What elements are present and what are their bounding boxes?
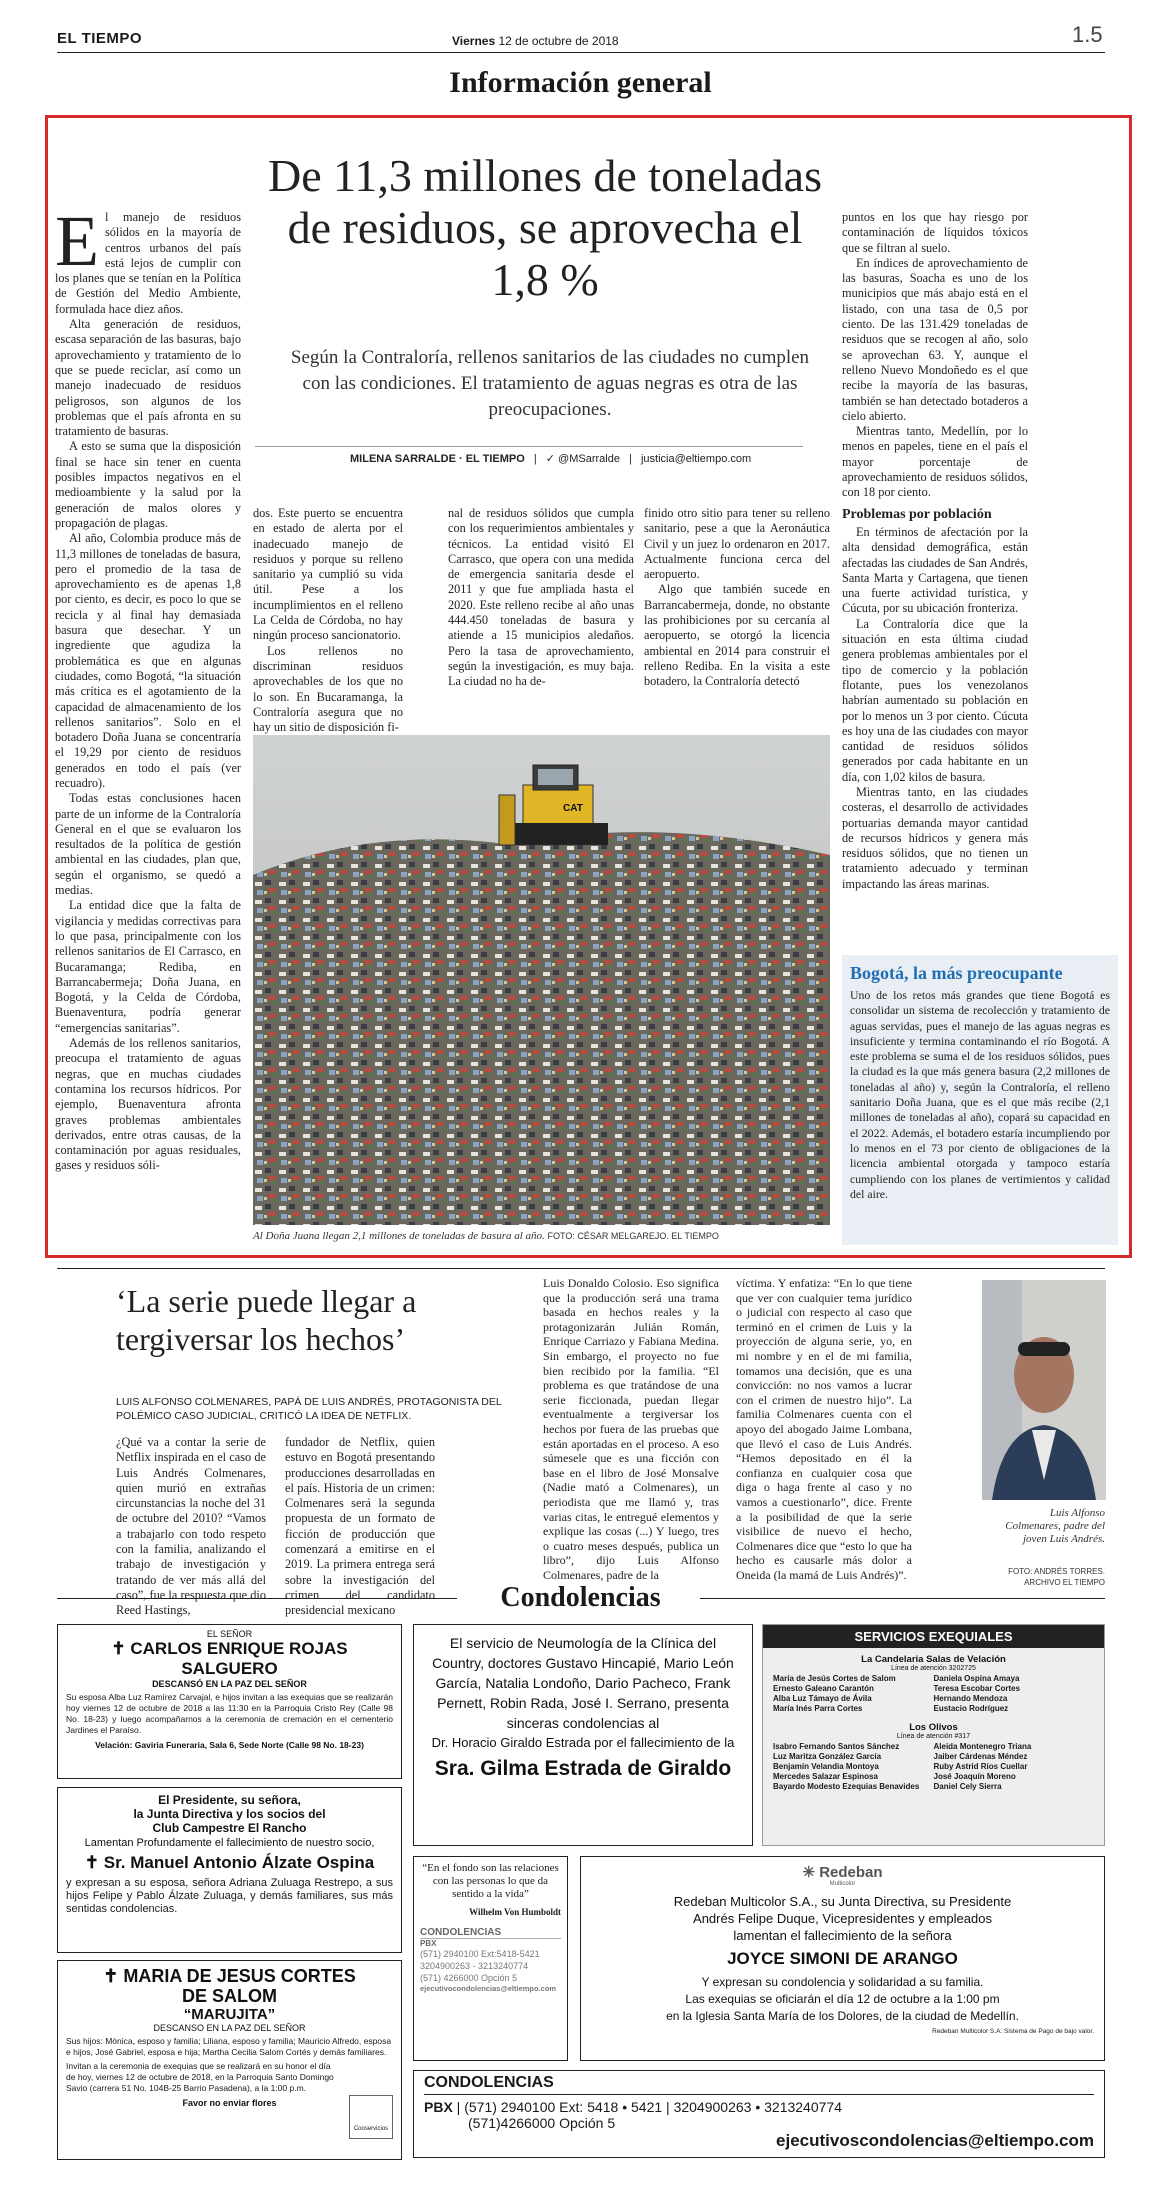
cond-bottom-contact bbox=[413, 2070, 1105, 2158]
drop-cap: E bbox=[55, 201, 99, 281]
servicios-col2b bbox=[934, 1742, 1095, 1792]
cond-ad-rojas bbox=[57, 1624, 402, 1779]
ad3-alias: “MARUJITA” bbox=[183, 2006, 276, 2023]
ad1-name-line bbox=[66, 1639, 393, 1679]
ad1-top: EL SEÑOR bbox=[206, 1629, 253, 1639]
servicios-exequiales bbox=[762, 1624, 1105, 1846]
redeban-name: JOYCE SIMONI DE ARANGO bbox=[727, 1949, 958, 1968]
paragraph: Mientras tanto, Medellín, por lo menos en papeles, tiene en el país el mayor porcentaje de aprovechamiento de residuos sólidos, con 18 por ciento. bbox=[842, 424, 1028, 500]
list-item: Eustacio Rodríguez bbox=[933, 1704, 1009, 1713]
ad3-rip: DESCANSO EN LA PAZ DEL SEÑOR bbox=[153, 2023, 306, 2033]
quote-box-title: CONDOLENCIAS bbox=[420, 1927, 561, 1939]
servicios-sec1: La Candelaria Salas de Velación bbox=[861, 1654, 1006, 1665]
quote-email[interactable]: ejecutivocondolencias@eltiempo.com bbox=[420, 1984, 557, 1993]
servicios-col1a bbox=[773, 1674, 934, 1714]
servicios-sec2-sub: Línea de atención #317 bbox=[896, 1733, 971, 1740]
main-subhead: Según la Contraloría, rellenos sanitarios de las ciudades no cumplen con las condiciones. El tratamiento de aguas negras es otra de las preocupaciones. bbox=[290, 347, 810, 420]
list-item: José Joaquín Moreno bbox=[933, 1772, 1016, 1781]
ad1-rip: DESCANSÓ EN LA PAZ DEL SEÑOR bbox=[152, 1679, 307, 1689]
redeban-logo-sub: Multicolor bbox=[829, 1881, 856, 1887]
bottom-email[interactable]: ejecutivoscondolencias@eltiempo.com bbox=[776, 2131, 1094, 2150]
cond-ad-redeban bbox=[580, 1856, 1105, 2061]
servicios-col2a bbox=[773, 1742, 934, 1792]
quote-author: Wilhelm Von Humboldt bbox=[469, 1907, 561, 1917]
portrait-illustration bbox=[982, 1280, 1106, 1500]
list-item: Daniel Cely Sierra bbox=[933, 1782, 1002, 1791]
paragraph: puntos en los que hay riesgo por contaminación de líquidos tóxicos que se filtran al suelo. bbox=[842, 210, 1028, 255]
paragraph: l manejo de residuos sólidos en la mayoría de centros urbanos del país está lejos de cumplir con los planes que se tenían en la Política de Gestión del Medio Ambiente, formulada hace diez años. bbox=[55, 210, 241, 316]
redeban-line6: en la Iglesia Santa María de los Dolores, de la ciudad de Medellín. bbox=[666, 2009, 1019, 2023]
date-day: Viernes bbox=[452, 34, 496, 48]
quote-pbx: PBX bbox=[420, 1939, 437, 1948]
byline-twitter[interactable]: @MSarralde bbox=[558, 453, 620, 465]
portrait-credit: FOTO: ANDRÉS TORRES. ARCHIVO EL TIEMPO bbox=[1008, 1567, 1105, 1587]
list-item: María de Jesús Cortes de Salom bbox=[773, 1674, 896, 1683]
ad2-line2: la Junta Directiva y los socios del bbox=[133, 1807, 326, 1821]
paragraph: Algo que también sucede en Barrancabermeja, donde, no obstante las prohibiciones por su cercanía al aeropuerto, se otorgó la licencia ambiental en 2014 para construir el relleno Rediba. En la visita a este botadero, la Contraloría detectó bbox=[644, 582, 830, 689]
servicios-list1 bbox=[763, 1672, 1104, 1716]
paragraph: fundador de Netflix, quien estuvo en Bogotá presentando producciones desarrolladas en el país. Historia de un crimen: Colmenares será la segunda propuesta de un formato de ficción de producción que comenzará a emitirse en el 2019. La primera entrega será sobre la investigación del crimen del candidato presidencial mexicano bbox=[285, 1435, 435, 1618]
redeban-footer: Redeban Multicolor S.A. Sistema de Pago de bajo valor. bbox=[932, 2028, 1094, 2035]
cooservicios-logo: Cooservicios bbox=[349, 2095, 393, 2139]
list-item: María Inés Parra Cortes bbox=[773, 1704, 863, 1713]
bottom-title: CONDOLENCIAS bbox=[424, 2074, 1094, 2095]
paragraph: La entidad dice que la falta de vigilancia y medidas correctivas para lo que pasa, principalmente con los rellenos sanitarios de El Carrasco, en Bucaramanga; Rediba, en Barrancabermeja; Doña Juana, en Bogotá, y la Celda de Córdoba, Buenaventura, podría generar “emergencias sanitarias”. bbox=[55, 898, 241, 1035]
quote-phone1[interactable]: (571) 2940100 Ext:5418-5421 bbox=[420, 1949, 540, 1959]
paragraph: finido otro sitio para tener su relleno sanitario, pese a que la Aeronáutica Civil y un juez lo ordenaron en 2017. Actualmente funciona cerca del aeropuerto. bbox=[644, 506, 830, 582]
ad3-name1: MARIA DE JESUS CORTES bbox=[123, 1966, 356, 1986]
main-col-2 bbox=[253, 506, 403, 735]
byline: MILENA SARRALDE · EL TIEMPO | ✓ @MSarralde | justicia@eltiempo.com bbox=[350, 453, 752, 465]
bottom-phones-line: PBX | (571) 2940100 Ext: 5418 • 5421 | 3204900263 • 3213240774 bbox=[424, 2099, 842, 2115]
ad2-text: y expresan a su esposa, señora Adriana Zuluaga Restrepo, a sus hijos Felipe y Pablo Álzate Zuluaga, y demás familiares, sus más sentidas condolencias. bbox=[66, 1877, 393, 1915]
landfill-illustration bbox=[253, 735, 830, 1225]
main-col-5 bbox=[842, 210, 1028, 892]
second-headline: ‘La serie puede llegar a tergiversar los hechos’ bbox=[116, 1283, 417, 1357]
quote-text: “En el fondo son las relaciones con las personas lo que da sentido a la vida” bbox=[422, 1862, 559, 1900]
paragraph: Luis Donaldo Colosio. Eso significa que la producción será una trama basada en hechos reales y la protagonizarán Julián Román, Enrique Carriazo y Fabiana Medina. Sin embargo, el proyecto no fue bien recibido por la familia. “El problema es que tratándose de una serie ficcionada, puedan llegar eventualmente a tergiversar los hechos por fuera de las pruebas que están aportadas en el proceso. A eso súmesele que es una ficción con base en el libro de José Monsalve (Nadie mató a Colmenares), un periodista que me llamó y, tras varias citas, le entregué elementos y explique las cosas (...) Y luego, tres o cuatro meses después, publica un libro”, dijo Luis Alfonso Colmenares, padre de la bbox=[543, 1276, 719, 1582]
redeban-logo-icon: ✳ bbox=[802, 1864, 816, 1881]
cond-quote-box bbox=[413, 1856, 568, 2061]
page-number: 1.5 bbox=[1072, 22, 1103, 47]
ad4-text: El servicio de Neumología de la Clínica del Country, doctores Gustavo Hincapié, Mario León García, Natalia Londoño, Dario Pacheco, Frank Pernett, Robin Rada, José I. Serrano, presenta sinceras condolencias al bbox=[432, 1635, 734, 1731]
paragraph: Mientras tanto, en las ciudades costeras, el desarrollo de actividades portuarias demanda mayor cantidad de recursos hídricos y genera más residuos sólidos, que no tienen un tratamiento adecuado y terminan impactando las áreas marinas. bbox=[842, 784, 1028, 891]
section-title: Información general bbox=[449, 66, 712, 99]
second-article-rule bbox=[57, 1268, 1105, 1269]
portrait-photo bbox=[982, 1280, 1106, 1500]
ad4-line2: Dr. Horacio Giraldo Estrada por el fallecimiento de la bbox=[431, 1735, 735, 1750]
ad3-name-line bbox=[66, 1966, 393, 1986]
ad2-line1: El Presidente, su señora, bbox=[158, 1793, 301, 1807]
paragraph: La Contraloría dice que la situación en esta última ciudad genera problemas ambientales por el tipo de comercio y la población flotante, pues los venezolanos habrían aumentado su población en por lo menos un 3 por ciento. Cúcuta es hoy una de las ciudades con mayor cantidad de residuos sólidos generados por cada habitante en un día, con 1,02 kilos de basura. bbox=[842, 616, 1028, 784]
paragraph: En términos de afectación por la alta densidad demográfica, están afectadas las ciudades de San Andrés, Santa Marta y Cartagena, que tienen una fuerte actividad turística, y Cúcuta, por su ubicación fronteriza. bbox=[842, 524, 1028, 616]
sidebar-title: Bogotá, la más preocupante bbox=[850, 963, 1063, 983]
servicios-col1b bbox=[934, 1674, 1095, 1714]
sidebar-text: Uno de los retos más grandes que tiene Bogotá es consolidar un sistema de recolección y tratamiento de aguas servidas, pues el manejo de las aguas negras es insuficiente y termina contaminando el río Bogotá. A este problema se suma el de los residuos sólidos, pues la ciudad es la que más genera basura (2,2 millones de toneladas al año) y, según la Contraloría, el relleno sanitario Doña Juana, que es el que más recibe (2,1 millones de toneladas al año), copará su capacidad en el 2022. Además, el botadero estaría incumpliendo por lo menos en el 73 por ciento de obligaciones de la licencia ambiental otorgada y tampoco estaría cumpliendo con los planes de vertimientos y calidad del aire. bbox=[850, 988, 1110, 1201]
list-item: Ruby Astrid Ríos Cuellar bbox=[933, 1762, 1028, 1771]
cross-icon: ✝ bbox=[84, 1853, 100, 1872]
cross-icon: ✝ bbox=[103, 1966, 119, 1986]
paragraph: Además de los rellenos sanitarios, preocupa el tratamiento de aguas negras, que en muchas ciudades contamina los recursos hídricos. Por ejemplo, Buenaventura afronta graves problemas ambientales derivados, entre otras causas, de la contaminación por aguas residuales, gases y residuos sóli- bbox=[55, 1036, 241, 1173]
ad2-line4: Lamentan Profundamente el fallecimiento de nuestro socio, bbox=[84, 1837, 375, 1849]
ad1-name: CARLOS ENRIQUE ROJAS SALGUERO bbox=[130, 1639, 348, 1678]
twitter-icon: ✓ bbox=[545, 453, 555, 465]
paragraph: dos. Este puerto se encuentra en estado de alerta por el inadecuado manejo de residuos y porque su relleno sanitario ya cumplió su vida útil. Pese a los incumplimientos en el relleno La Celda de Córdoba, no hay ningún proceso sancionatorio. bbox=[253, 506, 403, 643]
ad1-text: Su esposa Alba Luz Ramírez Carvajal, e hijos invitan a las exequias que se realizarán hoy viernes 12 de octubre de 2018 a las 11:30 en la Parroquia Cristo Rey (Calle 98 No. 18-23) y luego acompañarnos a la ceremonia de cremación en el cementerio Jardines el Paraíso. bbox=[66, 1692, 393, 1735]
paragraph: A esto se suma que la disposición final se hace sin tener en cuenta posibles impactos negativos en el medioambiente y la salud por la generación de malos olores y propagación de plagas. bbox=[55, 439, 241, 530]
main-col-4 bbox=[644, 506, 830, 690]
svg-text:CAT: CAT bbox=[563, 803, 583, 814]
ad4-name: Sra. Gilma Estrada de Giraldo bbox=[434, 1757, 732, 1780]
main-headline: De 11,3 millones de toneladas de residuos, se aprovecha el 1,8 % bbox=[268, 150, 822, 305]
list-item: Ernesto Galeano Carantón bbox=[773, 1684, 874, 1693]
list-item: Teresa Escobar Cortes bbox=[933, 1684, 1021, 1693]
main-col-1 bbox=[55, 201, 241, 1174]
redeban-line2: Andrés Felipe Duque, Vicepresidentes y empleados bbox=[693, 1911, 992, 1926]
photo-caption bbox=[253, 1230, 843, 1242]
paragraph: Los rellenos no discriminan residuos aprovechables de los que no lo son. En Bucaramanga, la Contraloría asegura que no hay un sitio de disposición fi- bbox=[253, 643, 403, 735]
list-item: Daniela Ospina Amaya bbox=[933, 1674, 1020, 1683]
list-item: Isabro Fernando Santos Sánchez bbox=[773, 1742, 900, 1751]
ad2-line3: Club Campestre El Rancho bbox=[152, 1821, 307, 1835]
second-col-3 bbox=[543, 1276, 719, 1582]
list-item: Bayardo Modesto Ezequias Benavides bbox=[773, 1782, 920, 1791]
quote-phone2[interactable]: 3204900263 - 3213240774 bbox=[420, 1961, 529, 1971]
ad2-name: Sr. Manuel Antonio Álzate Ospina bbox=[103, 1853, 375, 1872]
redeban-line4: Y expresan su condolencia y solidaridad a su familia. bbox=[701, 1975, 984, 1989]
paper-name: EL TIEMPO bbox=[57, 30, 143, 47]
byline-email[interactable]: justicia@eltiempo.com bbox=[640, 453, 752, 465]
servicios-sec2: Los Olivos bbox=[909, 1722, 958, 1733]
bottom-pbx: PBX bbox=[424, 2099, 453, 2115]
date-rest: 12 de octubre de 2018 bbox=[498, 34, 619, 48]
ad3-footer: Favor no enviar flores bbox=[182, 2098, 277, 2108]
cross-icon: ✝ bbox=[111, 1639, 126, 1658]
landfill-photo bbox=[253, 735, 830, 1225]
bottom-phones[interactable]: (571) 2940100 Ext: 5418 • 5421 | 3204900263 • 3213240774 bbox=[464, 2099, 842, 2115]
redeban-line5: Las exequias se oficiarán el día 12 de octubre a la 1:00 pm bbox=[685, 1992, 1000, 2006]
list-item: Mercedes Salazar Espinosa bbox=[773, 1772, 878, 1781]
list-item: Benjamín Velandia Montoya bbox=[773, 1762, 879, 1771]
list-item: Aleida Montenegro Triana bbox=[933, 1742, 1032, 1751]
redeban-line1: Redeban Multicolor S.A., su Junta Directiva, su Presidente bbox=[673, 1894, 1012, 1909]
paragraph: ¿Qué va a contar la serie de Netflix inspirada en el caso de Luis Andrés Colmenares, quien murió en extrañas circunstancias la noche del 31 de octubre del 2010? “Vamos a trabajarlo con todo respeto con la familia, analizando el trabajo de investigación y tratando de ver más allá del caso”, fue la respuesta que dio Reed Hastings, bbox=[116, 1435, 266, 1618]
header-rule bbox=[57, 52, 1105, 53]
ad3-name2: DE SALOM bbox=[181, 1986, 277, 2006]
paragraph: Alta generación de residuos, escasa separación de las basuras, bajo aprovechamiento y tratamiento de lo que se puede reciclar, así como un manejo inadecuado de residuos peligrosos, son algunos de los problemas que el país afronta en su tratamiento de basuras. bbox=[55, 317, 241, 439]
list-item: Jaiber Cárdenas Méndez bbox=[933, 1752, 1028, 1761]
ad3-text1: Sus hijos: Mónica, esposo y familia; Liliana, esposo y familia; Mauricio Alfredo, esposa e hijos, José Gabriel, esposa e hija; Martha Cecilia Salom Cortés y demás familiares. bbox=[66, 2036, 392, 2057]
cond-ad-country bbox=[413, 1624, 753, 1846]
date-line bbox=[452, 34, 619, 48]
ad1-footer: Velación: Gaviria Funeraria, Sala 6, Sede Norte (Calle 98 No. 18-23) bbox=[95, 1740, 364, 1750]
quote-phone3[interactable]: (571) 4266000 Opción 5 bbox=[420, 1973, 518, 1983]
paragraph: Al año, Colombia produce más de 11,3 millones de toneladas de basura, pero el promedio de la tasa de aprovechamiento es de apenas 1,8 por ciento, es decir, es poco lo que se recicla y al final hay demasiada basura que desechar. Y un ingrediente que agudiza la problemática es que en algunas ciudades, como Bogotá, “la situación más crítica es el agotamiento de la capacidad de almacenamiento de los rellenos sanitarios”. Solo en el botadero Doña Juana se concentraría el 19,29 por ciento de residuos generados en todo el país (ver recuadro). bbox=[55, 531, 241, 790]
sidebar-box bbox=[842, 955, 1118, 1245]
list-item: Luz Maritza González García bbox=[773, 1752, 882, 1761]
list-item: Hernando Mendoza bbox=[933, 1694, 1008, 1703]
ad2-name-line bbox=[66, 1853, 393, 1873]
photo-credit: FOTO: CÉSAR MELGAREJO. EL TIEMPO bbox=[547, 1231, 719, 1241]
paragraph: víctima. Y enfatiza: “En lo que tiene que ver con cualquier tema jurídico o judicial con respecto al caso que terminó en el crimen de Luis y la proyección de alguna serie, yo, en mi nombre y en el de mi familia, tomamos una decisión, que es una convicción: no nos vamos a lucrar con el crimen de nuestro hijo”. La familia Colmenares cuenta con el apoyo del abogado Jaime Lombana, que llevó el caso de Luis Andrés. “Hemos depositado en él la confianza en cualquier cosa que diga o haga frente al caso y no vamos a cuestionarlo”, dice. Frente a la posibilidad de que la serie visibilice de nuevo el hecho, Colmenares dice que “esto lo que ha hecho es causarle más dolor a Oneida (la mamá de Luis Andrés)”. bbox=[736, 1276, 912, 1582]
main-col-3 bbox=[448, 506, 634, 690]
cond-ad-alzate bbox=[57, 1787, 402, 1953]
redeban-logo-text: Redeban bbox=[819, 1864, 883, 1881]
servicios-title: SERVICIOS EXEQUIALES bbox=[763, 1625, 1104, 1648]
list-item: Alba Luz Támayo de Ávila bbox=[773, 1694, 872, 1703]
redeban-line3: lamentan el fallecimiento de la señora bbox=[733, 1928, 952, 1943]
servicios-list2 bbox=[763, 1740, 1104, 1794]
redeban-logo bbox=[591, 1863, 1094, 1881]
paragraph: Todas estas conclusiones hacen parte de un informe de la Contraloría General en el que se evaluaron los resultados de la política de gestión ambiental en las ciudades, plan que, según el organismo, se quedó a medias. bbox=[55, 791, 241, 898]
second-col-4 bbox=[736, 1276, 912, 1582]
servicios-sec1-sub: Línea de atención 3202725 bbox=[891, 1665, 976, 1672]
paragraph: nal de residuos sólidos que cumpla con los requerimientos ambientales y técnicos. La entidad visitó El Carrasco, que opera con una medida de emergencia sanitaria desde el 2011 y que fue ampliada hasta el 2020. Este relleno recibe al año unas 444.450 toneladas de basura y atiende a 15 municipios aledaños. Pero la tasa de aprovechamiento, según la investigación, es muy baja. La ciudad no ha de- bbox=[448, 506, 634, 689]
condolencias-title: Condolencias bbox=[500, 1582, 661, 1613]
col5-subhead: Problemas por población bbox=[842, 506, 992, 522]
second-deck: LUIS ALFONSO COLMENARES, PAPÁ DE LUIS ANDRÉS, PROTAGONISTA DEL POLÉMICO CASO JUDICIAL, CRITICÓ LA IDEA DE NETFLIX. bbox=[116, 1396, 502, 1422]
paragraph: En índices de aprovechamiento de las basuras, Soacha es uno de los municipios que más abajo está en el listado, con una tasa de 0,5 por ciento. De las 131.429 toneladas de residuos que se recogen al año, solo se aprovechan 63. Y, aunque el relleno Nuevo Mondoñedo es el que recibe la mayoría de las basuras, también se han detectado botaderos a cielo abierto. bbox=[842, 255, 1028, 423]
photo-caption-text: Al Doña Juana llegan 2,1 millones de toneladas de basura al año. bbox=[253, 1230, 545, 1242]
cond-ad-cortes bbox=[57, 1960, 402, 2160]
byline-author: MILENA SARRALDE · EL TIEMPO bbox=[350, 453, 525, 465]
bottom-phone2[interactable]: (571)4266000 Opción 5 bbox=[468, 2115, 616, 2131]
portrait-caption: Luis Alfonso Colmenares, padre del joven Luis Andrés. bbox=[1005, 1507, 1105, 1545]
byline-rule bbox=[255, 446, 803, 447]
ad3-text2: Invitan a la ceremonia de exequias que se realizará en su honor el día de hoy, viernes 12 de octubre de 2018, en la Parroquia Santo Domingo Savio (carrera 51 No. 104B-25 Barrio Pasadena), a la 1:00 p.m. bbox=[66, 2061, 334, 2093]
